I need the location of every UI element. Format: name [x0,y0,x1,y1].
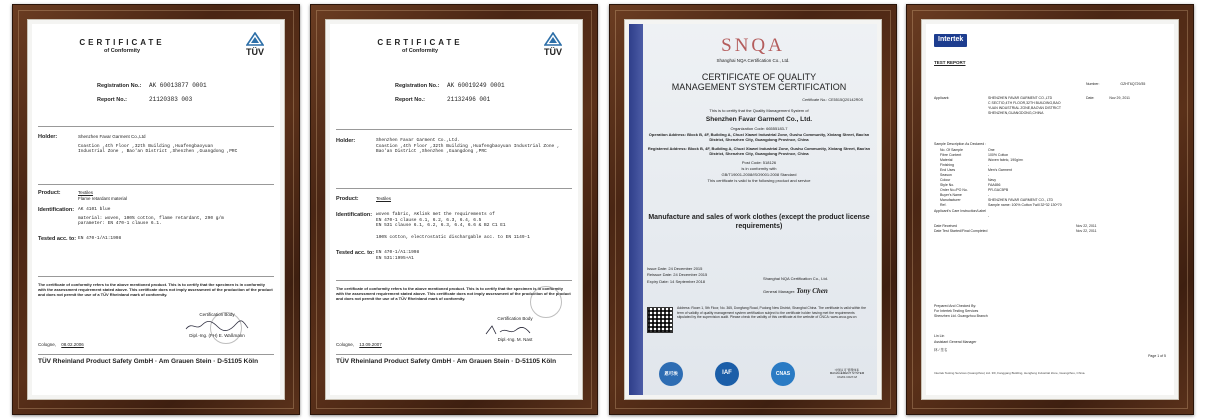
registration-label: Registration No.: [97,83,142,89]
field-value: Woven fabric, 190g/m² [988,158,1024,162]
signer-name: Lin Lin [934,334,945,338]
report-footer: Intertek Testing Services (Guangzhou) Ltd. 3/F, Fanggang Building, Hengfeng Industrial Zone, Guangzhou, China. [934,371,1086,375]
identification-line: AK 4101 blue [78,207,111,212]
certificate-header [42,38,202,55]
holder-line: Bao'an District ,Shenzhen ,Guangdong ,PRC [376,149,487,155]
certificate-frame-2 [310,4,598,415]
divider [336,280,572,281]
certificate-subtitle: of Conformity [401,48,439,54]
frame-mat [921,19,1179,400]
product-block [38,190,274,201]
applicant-line: SHENZHEN FAVAR GARMENT CO.,LTD [988,96,1053,100]
identification-label: Identification: [336,212,373,218]
field-key: Colour [940,178,951,182]
report-label: Report No.: [97,96,127,103]
iaf-logo-icon: IAF [715,362,739,386]
holder-label: Holder: [38,134,58,140]
certificate-title: CERTIFICATE [377,38,463,47]
divider [38,276,274,277]
certificate-title: CERTIFICATE [79,38,165,47]
certificate-frame-4 [906,4,1194,415]
signer-title: Assistant General Manager [934,340,977,344]
report-title: TEST REPORT [934,60,966,65]
expiry-date: Expiry Date: 14 September 2018 [647,278,706,284]
certificate-frame-3 [609,4,897,415]
identification-line: parameter: EN 470-1 clause 6.1. [78,221,162,227]
date-label: Cologne, [336,342,355,347]
registered-address: Registered Address: Block B, 4F, Building A, Chuxi Xiawei Industrial Zone, Gushu Community, Xixiang Street, Bao'an District, Shenzhen City, Guangdong Province, China [647,146,871,156]
tested-block [38,236,274,242]
frame-mat [624,19,882,400]
prepared-label: Prepared And Checked By: [934,304,977,308]
field-value: - [988,193,990,197]
applicant-line: YUAN INDUSTRIAL ZONE,BAO'AN DISTRICT [988,106,1062,110]
field-value: PR-GAC5PB [988,188,1009,192]
product-line: Textiles [78,190,94,195]
field-value: SHENZHEN FAVAR GARMENT CO., LTD [988,198,1054,202]
identification-line: woven fabric, AKlink met the requirements of [376,212,495,217]
issuer-name: Shanghai NQA Certification Co., Ltd. [763,276,828,281]
tuv-logo [240,32,270,58]
field-key: Style No. [940,183,955,187]
product-label: Product: [336,196,359,202]
identification-block [38,207,274,227]
field-key: Date Received [934,224,957,228]
holder-line: Coastion ,4th Floor ,32th Building ,Huafengbaoyuan [78,143,214,149]
field-value: 100% Cotton [988,153,1009,157]
certificate-frame-1 [12,4,300,415]
registration-number: AK 60019249 0001 [447,82,505,89]
certificate-header [340,38,500,55]
tuv-logo [538,32,568,58]
page-number: Page 1 of 5 [1148,354,1166,358]
tested-label: Tested acc. to: [38,236,77,242]
registration-number: AK 60013877 0001 [149,82,207,89]
divider [336,188,572,189]
issuer-block [763,276,828,296]
date-label: Date: [1086,96,1095,100]
signature-name: Dipl.-Ing. (FH) E. Waßmann [189,332,245,338]
signature-block [172,312,262,338]
intertek-test-report [926,24,1174,395]
field-key: Finishing [940,163,955,167]
tested-line: EN 470-1/A1:1998 [78,236,122,241]
identification-label: Identification: [38,207,75,213]
holder-line: Shenzhen Favar Garment Co.,Ltd [78,134,146,139]
holder-label: Holder: [336,138,356,144]
issue-date: Issue Date: 24 December 2015 [647,266,703,271]
tested-block [336,250,572,261]
divider [336,129,572,130]
registration-label: Registration No.: [395,83,440,89]
signature-name: Dipl.-Ing. M. Nast [497,336,533,342]
divider [336,354,572,355]
tested-line: EN 531:1995+A1 [376,255,414,261]
date-value: 13.09.2007 [359,342,382,347]
identification-block [336,212,572,241]
field-key: Buyer's Name [940,193,962,197]
identification-line: material: woven, 100% cotton, flame retardant, 290 g/m [78,215,224,221]
field-key: Season [940,173,952,177]
field-key: Date Test Started/Final Completed [934,229,988,233]
tested-label: Tested acc. to: [336,250,375,256]
tested-line: EN 470-1/A1:1998 [376,250,420,255]
report-number: 21120383 003 [149,95,193,103]
field-value: Navy [988,178,996,182]
frame-mat [27,19,285,400]
applicable-text: This certificate is valid to the following product and service [707,178,811,183]
number-value: GZHT6Q729/35 [1120,82,1146,86]
date-value: 08.02.2006 [61,342,84,347]
snqa-logo-subtitle: Shanghai NQA Certification Co., Ltd. [716,58,790,63]
product-line: Flame retardant material [78,195,128,201]
number-row [1086,82,1145,86]
seal-stamp [530,286,562,318]
signature-label: Certification Body [497,316,533,321]
field-key: End Uses [940,168,956,172]
field-value: Nov 22, 2011 [1076,224,1097,228]
signature-label: Certification Body [199,312,235,317]
reissue-date: Reissue Date: 24 December 2015 [647,272,708,278]
cnas-accreditation-text: 中国认可 管理体系 MANAGEMENT SYSTEM CNAS C027-M [829,367,865,379]
date-value: Nov 29, 2011 [1109,96,1130,100]
identification-line: 100% cotton, electrostatic dischargable acc. to EN 1149-1 [376,234,530,240]
applicant-line: C SECTIO,4TH FLOOR,32TH BUILDING,BAO [988,101,1061,105]
applicant-line: SHENZHEN,GUANGDONG,CHINA [988,111,1044,115]
certificate-number: Certificate No.: CE5515Q20142R0S [802,98,863,102]
product-line: Textiles [376,196,392,201]
registration-block [97,82,207,110]
intro-text: This is to certify that the Quality Management System of [709,108,809,113]
field-value: - [988,214,990,218]
field-key: Material [940,158,953,162]
certificate-subtitle: of Conformity [103,48,141,54]
title-line-2: MANAGEMENT SYSTEM CERTIFICATION [671,82,847,93]
divider [38,184,274,185]
logo-a-icon: 恩可埃 [659,362,683,386]
conformity-note: The certificate of conformity refers to the above mentioned product. This is to certify that the specimen is in conformity with the assessment requirement stated above. This certificate does not imply assessment of the production of the product and does not permit the use of a TÜV Rheinland mark of conformity. [38,282,273,298]
organization-code: Organization Code: 66555183-7 [730,126,788,131]
certificate-footer: TÜV Rheinland Product Safety GmbH · Am Grauen Stein · D-51105 Köln [336,358,557,365]
identification-line: EN 531 clause 6.1, 6.2, 6.3, 6.4, 6.6 & B2 C1 E1 [376,223,506,229]
intertek-logo: Intertek [934,34,967,47]
holder-block [38,134,274,155]
side-bar-decoration [629,24,643,395]
post-code: Post Code: 518126 [741,160,777,165]
report-number: 21132496 001 [447,95,491,103]
field-key: Order No./PO No. [940,188,968,192]
tuv-certificate-1 [32,24,280,395]
qr-code-icon [647,307,673,333]
qr-description: Address: Room 1, 5th Floor, No. 365, Dongfang Road, Pudong New District, Shanghai China. The certificate is valid within the term of validity of quality management system certification subject to the certificate holder having met the requirements stipulated by the supervision audit. Please check the validity of this certificate at the website of CNCA: www.cnca.gov.cn [677,306,866,320]
conformity-text: is in conformity with [741,166,777,171]
field-value: Men's Garment [988,168,1012,172]
field-key: Ref. [940,203,947,207]
prepared-division: Shenzhen Ltd. Guangzhou Branch [934,314,988,318]
field-value: - [988,173,990,177]
operation-address: Operation Address: Block B, 4F, Building A, Chuxi Xiawei Industrial Zone, Gushu Community, Xixiang Street, Bao'an District, Shenzhen City, Guangdong Province, China [648,132,870,142]
conformity-note: The certificate of conformity refers to the above mentioned product. This is to certify that the specimen is in conformity with the assessment requirement stated above. This certificate does not imply assessment of the production of the product and does not permit the use of a TÜV Rheinland mark of conformity. [336,286,571,302]
tuv-triangle-icon [246,32,264,46]
field-key: Applicant's Care Instruction/Label [934,209,987,213]
product-label: Product: [38,190,61,196]
field-value: One [988,148,995,152]
date-row [1086,96,1130,100]
field-key: No. Of Sample [940,148,963,152]
holder-line: Industrial Zone , Bao'an District ,Shenzhen ,Guangdong ,PRC [78,149,238,155]
field-value: FAA656 [988,183,1001,187]
divider [38,126,274,127]
title-line-1: CERTIFICATE OF QUALITY [701,72,817,82]
gm-signature: Tony Chen [796,287,828,295]
prepared-org: For Intertek Testing Services [934,309,979,313]
identification-line: EN 470-1 clause 6.1, 6.2, 6.3, 6.4, 6.5 [376,217,482,223]
product-block [336,196,572,202]
holder-line: Coastion ,4th Floor ,32th Building ,Huafengbaoyuan Industrial Zone , [376,143,560,149]
signer-chinese: 林 / 签名 [934,348,948,352]
signature-block [470,316,560,342]
sample-description-label: Sample Description As Declared : [934,142,987,146]
tuv-logo-text: TÜV [246,47,264,57]
certificate-footer: TÜV Rheinland Product Safety GmbH · Am Grauen Stein · D-51105 Köln [38,358,259,365]
date-line [38,342,84,348]
registration-block [395,82,505,110]
field-value: - [988,163,990,167]
date-label: Cologne, [38,342,57,347]
snqa-certificate [629,24,877,395]
report-label: Report No.: [395,96,425,103]
snqa-logo: SNQA [721,35,785,56]
field-value: Nov 22, 2011 [1076,229,1097,233]
field-key: Fibre Content [940,153,962,157]
field-key: Manufacturer [940,198,961,202]
cnas-logo-icon: CNAS [771,362,795,386]
frame-mat [325,19,583,400]
divider [38,354,274,355]
date-line [336,342,382,348]
accreditation-logos [659,362,867,386]
holder-block [336,138,572,155]
tuv-triangle-icon [544,32,562,46]
applicant-label: Applicant: [934,96,950,100]
tuv-logo-text: TÜV [544,47,562,57]
signature-scribble-icon [480,323,550,337]
tuv-certificate-2 [330,24,578,395]
number-label: Number: [1086,82,1100,86]
certificate-title [645,72,873,93]
company-name: Shenzhen Favar Garment Co., Ltd. [705,116,813,123]
dates-block [647,266,707,285]
field-value: Sample name: 100% Cotton Twill 32*32 130*70 [988,203,1062,207]
signature-scribble-icon [182,319,252,333]
gm-label: General Manager: [763,289,796,294]
standard-text: GB/T19001-2008/ISO9001:2008 Standard [721,172,797,177]
holder-line: Shenzhen Favar Garment Co.,Ltd. [376,138,460,143]
certification-scope: Manufacture and sales of work clothes (except the product license requirements) [648,214,870,230]
